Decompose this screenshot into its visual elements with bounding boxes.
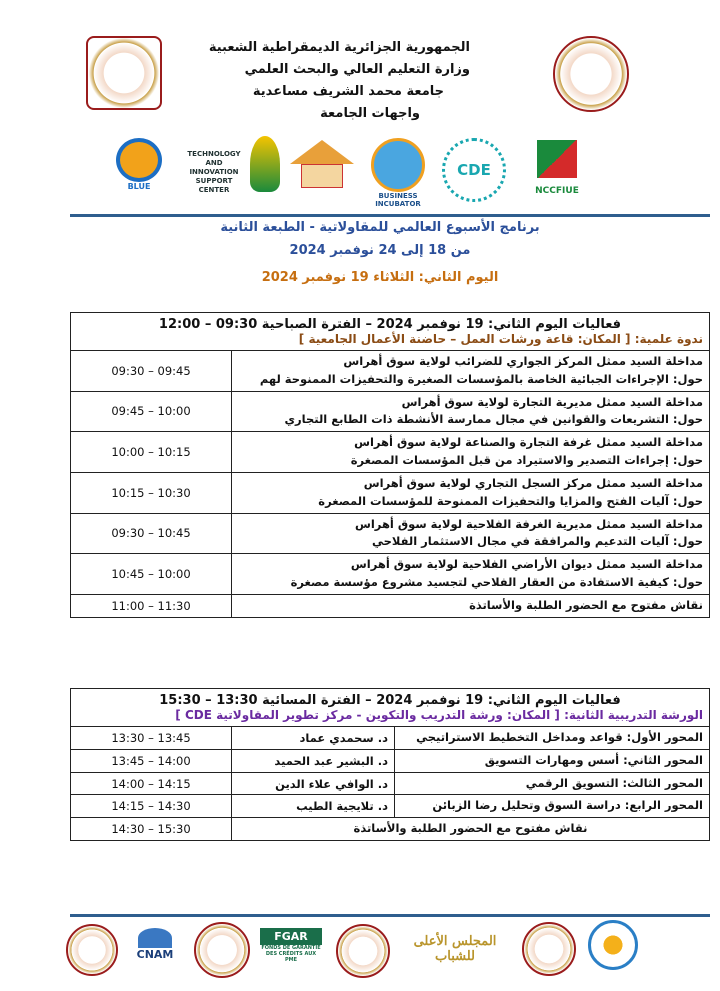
evening-row <box>71 795 710 818</box>
morning-row-line1: مداخلة السيد ممثل مديرية الغرفة الفلاحية لولاية سوق أهراس <box>354 516 703 531</box>
evening-row-topic: المحور الرابع: دراسة السوق وتحليل رضا الزبائن <box>395 795 710 818</box>
morning-row-line1: مداخلة السيد ممثل مديرية التجارة لولاية سوق أهراس <box>401 394 703 409</box>
morning-row-line1: مداخلة السيد ممثل غرفة التجارة والصناعة لولاية سوق أهراس <box>354 435 703 450</box>
blue-logo: BLUE <box>104 138 174 202</box>
flame-logo <box>250 136 280 192</box>
morning-row-description <box>232 594 710 617</box>
evening-row-time: 14:30 – 15:30 <box>71 818 232 841</box>
header-divider <box>70 214 710 217</box>
morning-row-time: 09:30 – 09:45 <box>71 351 232 392</box>
evening-row <box>71 749 710 772</box>
morning-schedule-table <box>70 312 710 618</box>
morning-row <box>71 513 710 554</box>
tisc-logo: TECHNOLOGY AND INNOVATION SUPPORT CENTER <box>187 150 241 195</box>
morning-row <box>71 472 710 513</box>
morning-row-time: 09:30 – 10:45 <box>71 513 232 554</box>
house-logo <box>290 140 354 192</box>
header-line-4: واجهات الجامعة <box>320 106 420 121</box>
evening-schedule-table <box>70 688 710 841</box>
morning-row-description <box>232 554 710 595</box>
morning-subheading: ندوة علمية: [ المكان: قاعة ورشات العمل – حاضنة الأعمال الجامعية ] <box>298 332 703 346</box>
footer-seal-logo-1 <box>66 924 118 976</box>
morning-row-line2: حول: كيفية الاستفادة من العقار الفلاحي لتجسيد مشروع مؤسسة مصغرة <box>290 574 703 589</box>
morning-header-cell <box>71 313 710 351</box>
morning-row-line1: نقاش مفتوح مع الحضور الطلبة والأساتذة <box>469 597 703 612</box>
university-seal-logo <box>86 36 162 110</box>
nccfiue-logo: NCCFIUE <box>524 140 590 204</box>
evening-row <box>71 772 710 795</box>
evening-row-time: 13:45 – 14:00 <box>71 749 232 772</box>
morning-row <box>71 432 710 473</box>
morning-row-line1: مداخلة السيد ممثل ديوان الأراضي الفلاحية لولاية سوق أهراس <box>350 557 703 572</box>
fgar-logo: FGAR FONDS DE GARANTIE DES CRÉDITS AUX PME <box>261 930 321 963</box>
morning-row <box>71 594 710 617</box>
footer-seal-logo-4 <box>522 922 576 976</box>
evening-row-speaker: د. تلايجية الطيب <box>232 795 395 818</box>
morning-row-time: 11:00 – 11:30 <box>71 594 232 617</box>
morning-heading: فعاليات اليوم الثاني: 19 نوفمبر 2024 – الفترة الصباحية 09:30 – 12:00 <box>158 317 622 332</box>
cde-logo: CDE <box>442 138 506 202</box>
evening-row-time: 14:00 – 14:15 <box>71 772 232 795</box>
header-line-2: وزارة التعليم العالي والبحث العلمي <box>244 62 470 77</box>
evening-row-speaker: د. سحمدي عماد <box>232 727 395 750</box>
footer-people-logo <box>588 920 638 970</box>
morning-row-description <box>232 351 710 392</box>
evening-row-time: 13:30 – 13:45 <box>71 727 232 750</box>
evening-row-topic: المحور الثاني: أسس ومهارات التسويق <box>395 749 710 772</box>
morning-row-line1: مداخلة السيد ممثل مركز السجل التجاري لولاية سوق أهراس <box>363 475 703 490</box>
morning-row-line2: حول: آليات الفتح والمزايا والتحفيزات الممنوحة للمؤسسات المصغرة <box>318 493 703 508</box>
morning-row-description <box>232 432 710 473</box>
evening-row-time: 14:15 – 14:30 <box>71 795 232 818</box>
morning-row <box>71 351 710 392</box>
morning-row-line2: حول: إجراءات التصدير والاستيراد من قبل المؤسسات المصغرة <box>350 453 703 468</box>
footer-seal-logo-3 <box>336 924 390 978</box>
ministry-seal-logo <box>553 36 629 112</box>
program-dates: من 18 إلى 24 نوفمبر 2024 <box>289 243 471 258</box>
evening-header-cell <box>71 689 710 727</box>
cnam-logo: CNAM <box>126 928 184 972</box>
footer-divider <box>70 914 710 917</box>
evening-row-topic: نقاش مفتوح مع الحضور الطلبة والأساتذة <box>232 818 710 841</box>
incubator-logo: BUSINESS INCUBATOR <box>362 138 434 208</box>
evening-row <box>71 727 710 750</box>
morning-row <box>71 554 710 595</box>
morning-row-description <box>232 472 710 513</box>
morning-row-description <box>232 513 710 554</box>
program-day: اليوم الثاني: الثلاثاء 19 نوفمبر 2024 <box>261 270 499 285</box>
morning-row-line2: حول: الإجراءات الجبائية الخاصة بالمؤسسات الصغيرة والتحفيزات الممنوحة لهم <box>259 371 703 386</box>
morning-row-line2: حول: التشريعات والقوانين في مجال ممارسة الأنشطة ذات الطابع التجاري <box>284 412 703 427</box>
morning-row-line1: مداخلة السيد ممثل المركز الجواري للضرائب لولاية سوق أهراس <box>343 354 703 368</box>
evening-row <box>71 818 710 841</box>
morning-row-line2: حول: آليات التدعيم والمرافقة في مجال الاستثمار الفلاحي <box>371 534 703 549</box>
header-line-1: الجمهورية الجزائرية الديمقراطية الشعبية <box>208 40 470 55</box>
program-title: برنامج الأسبوع العالمي للمقاولاتية - الطبعة الثانية <box>220 220 540 235</box>
evening-subheading: الورشة التدريبية الثانية: [ المكان: ورشة التدريب والتكوين - مركز تطوير المقاولاتية CDE ] <box>175 708 703 722</box>
morning-row-time: 10:00 – 10:15 <box>71 432 232 473</box>
footer-seal-logo-2 <box>194 922 250 978</box>
morning-row-description <box>232 391 710 432</box>
youth-council-logo: المجلس الأعلى للشباب <box>413 934 497 964</box>
evening-row-speaker: د. الوافي علاء الدين <box>232 772 395 795</box>
morning-row-time: 09:45 – 10:00 <box>71 391 232 432</box>
morning-row <box>71 391 710 432</box>
evening-row-topic: المحور الثالث: التسويق الرقمي <box>395 772 710 795</box>
evening-row-topic: المحور الأول: قواعد ومداخل التخطيط الاستراتيجي <box>395 727 710 750</box>
header-line-3: جامعة محمد الشريف مساعدية <box>252 84 444 99</box>
morning-row-time: 10:45 – 10:00 <box>71 554 232 595</box>
morning-row-time: 10:15 – 10:30 <box>71 472 232 513</box>
evening-row-speaker: د. البشير عبد الحميد <box>232 749 395 772</box>
evening-heading: فعاليات اليوم الثاني: 19 نوفمبر 2024 – الفترة المسائية 13:30 – 15:30 <box>159 693 621 708</box>
